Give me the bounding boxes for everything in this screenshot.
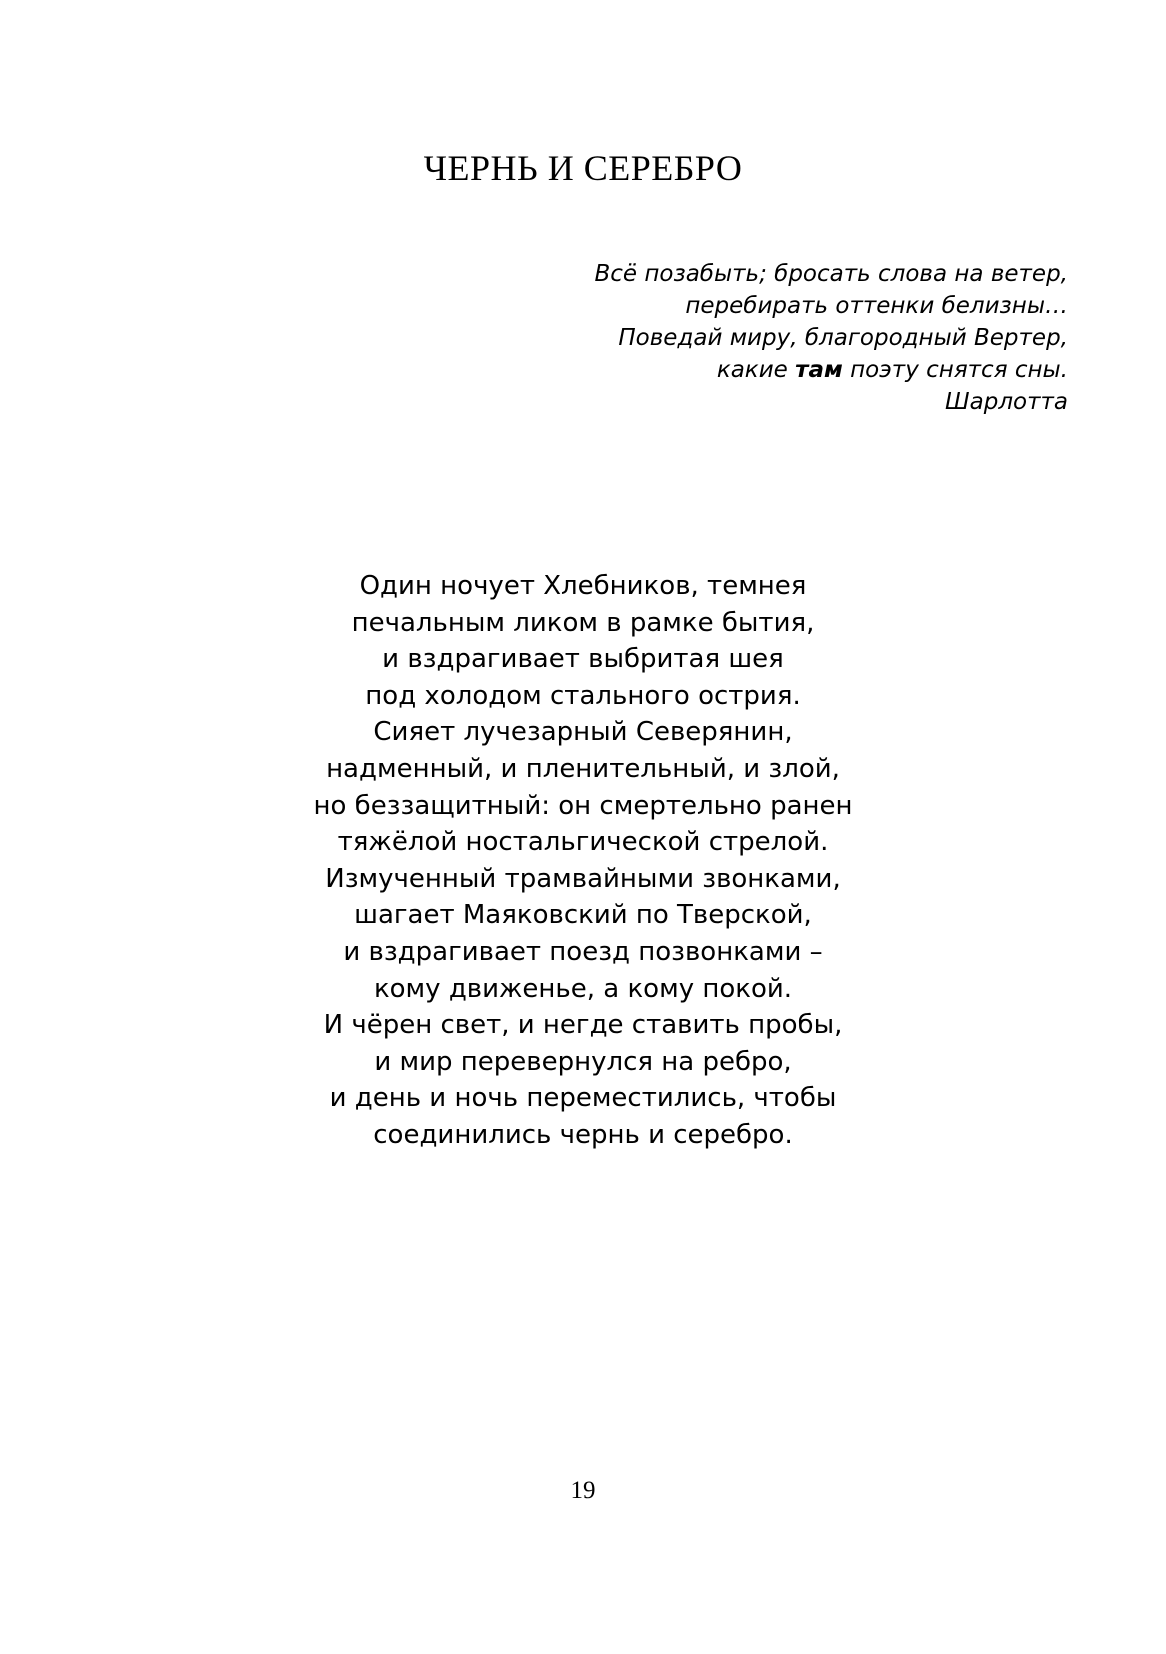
poem-line: соединились чернь и серебро. [373, 1119, 793, 1150]
poem-line: Сияет лучезарный Северянин, [373, 717, 793, 748]
epigraph-line: перебирать оттенки белизны… [685, 293, 1068, 319]
epigraph [368, 258, 1068, 418]
poem-title: ЧЕРНЬ И СЕРЕБРО [423, 148, 743, 188]
poem-line: тяжёлой ностальгической стрелой. [337, 827, 829, 858]
epigraph-author: Шарлотта [945, 389, 1068, 415]
epigraph-emphasis: там [795, 357, 843, 383]
poem-line: кому движенье, а кому покой. [373, 973, 793, 1004]
poem-line: Измученный трамвайными звонками, [325, 863, 841, 894]
poem-line: и мир перевернулся на ребро, [374, 1046, 792, 1077]
poem-line: и день и ночь переместились, чтобы [329, 1083, 837, 1114]
poem-line: но беззащитный: он смертельно ранен [313, 790, 853, 821]
epigraph-line: Всё позабыть; бросать слова на ветер, [594, 261, 1068, 287]
poem-line: Один ночует Хлебников, темнея [359, 571, 807, 601]
epigraph-line: Поведай миру, благородный Вертер, [618, 325, 1068, 351]
poem-line: надменный, и пленительный, и злой, [326, 753, 840, 784]
poem-line: И чёрен свет, и негде ставить пробы, [323, 1010, 843, 1041]
poem-line: шагает Маяковский по Тверской, [354, 900, 812, 931]
poem-line: под холодом стального острия. [365, 680, 801, 711]
epigraph-text: поэту снятся сны. [842, 357, 1068, 383]
poem-line: и вздрагивает поезд позвонками – [343, 936, 823, 967]
page-number: 19 [570, 1477, 596, 1504]
poem-body [0, 568, 1166, 1154]
epigraph-line [368, 354, 1068, 386]
epigraph-text: какие [716, 357, 796, 383]
poem-line: и вздрагивает выбритая шея [382, 644, 784, 675]
poem-line: печальным ликом в рамке бытия, [351, 607, 815, 638]
